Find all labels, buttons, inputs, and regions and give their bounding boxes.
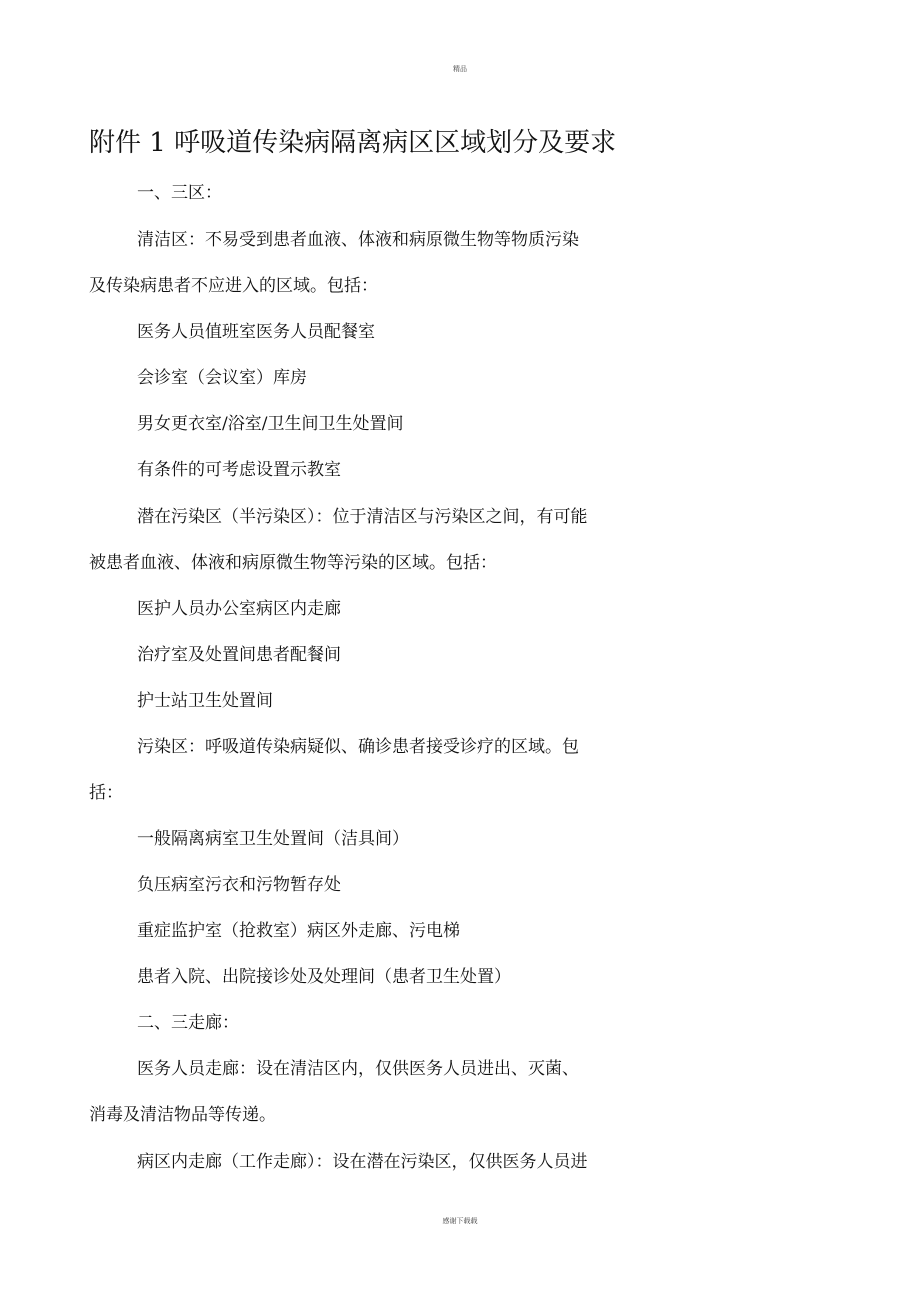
paragraph-staff-corridor: 医务人员走廊：设在清洁区内，仅供医务人员进出、灭菌、 xyxy=(137,1059,579,1079)
list-item-contaminated-2: 负压病室污衣和污物暂存处 xyxy=(137,875,341,895)
list-item-clean-1: 医务人员值班室医务人员配餐室 xyxy=(137,322,375,342)
paragraph-clean-zone: 清洁区：不易受到患者血液、体液和病原微生物等物质污染 xyxy=(137,230,579,250)
paragraph-potential-zone: 潜在污染区（半污染区）：位于清洁区与污染区之间，有可能 xyxy=(137,507,588,527)
list-item-clean-2: 会诊室（会议室）库房 xyxy=(137,368,307,388)
footer-watermark: 感谢下载载 xyxy=(442,1217,478,1225)
paragraph-contaminated-zone-cont: 括： xyxy=(89,783,123,803)
document-title: 附件 1 呼吸道传染病隔离病区区域划分及要求 xyxy=(89,128,617,158)
list-item-contaminated-1: 一般隔离病室卫生处置间（洁具间） xyxy=(137,829,409,849)
header-watermark: 精品 xyxy=(453,65,467,73)
section-heading-three-zones: 一、三区： xyxy=(137,183,222,203)
paragraph-inner-corridor: 病区内走廊（工作走廊）：设在潜在污染区，仅供医务人员进 xyxy=(137,1152,588,1172)
list-item-potential-1: 医护人员办公室病区内走廊 xyxy=(137,599,341,619)
paragraph-clean-zone-cont: 及传染病患者不应进入的区域。包括： xyxy=(89,276,378,296)
list-item-clean-3: 男女更衣室/浴室/卫生间卫生处置间 xyxy=(137,414,404,434)
paragraph-potential-zone-cont: 被患者血液、体液和病原微生物等污染的区域。包括： xyxy=(89,553,497,573)
list-item-contaminated-4: 患者入院、出院接诊处及处理间（患者卫生处置） xyxy=(137,967,511,987)
list-item-clean-4: 有条件的可考虑设置示教室 xyxy=(137,460,341,480)
list-item-potential-3: 护士站卫生处置间 xyxy=(137,691,273,711)
paragraph-staff-corridor-cont: 消毒及清洁物品等传递。 xyxy=(89,1105,276,1125)
list-item-contaminated-3: 重症监护室（抢救室）病区外走廊、污电梯 xyxy=(137,921,460,941)
section-heading-three-corridors: 二、三走廊： xyxy=(137,1013,239,1033)
list-item-potential-2: 治疗室及处置间患者配餐间 xyxy=(137,645,341,665)
paragraph-contaminated-zone: 污染区：呼吸道传染病疑似、确诊患者接受诊疗的区域。包 xyxy=(137,737,579,757)
